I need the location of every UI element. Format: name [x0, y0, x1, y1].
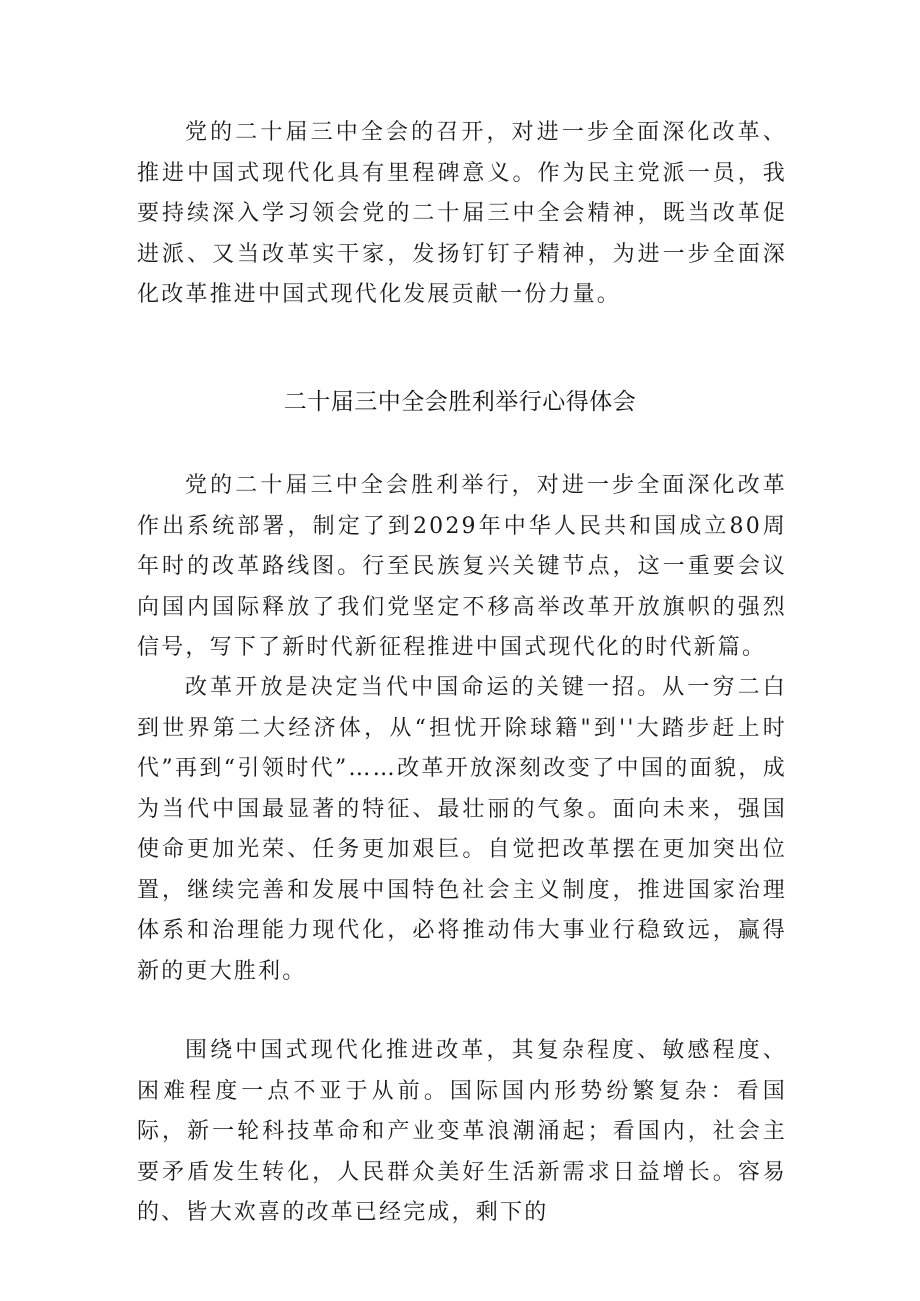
body-paragraph-2: 改革开放是决定当代中国命运的关键一招。从一穷二白到世界第二大经济体，从“担忧开除球籍"到''大踏步赶上时代”再到“引领时代”……改革开放深刻改变了中国的面貌，成为当代中国最显著的特征、最壮丽的气象。面向未来，强国使命更加光荣、任务更加艰巨。自觉把改革摆在更加突出位置，继续完善和发展中国特色社会主义制度，推进国家治理体系和治理能力现代化，必将推动伟大事业行稳致远，赢得新的更大胜利。: [137, 675, 787, 984]
section-title: 二十届三中全会胜利举行心得体会: [283, 389, 637, 415]
body-paragraph-1: 党的二十届三中全会胜利举行，对进一步全面深化改革作出系统部署，制定了到2029年中华人民共和国成立80周年时的改革路线图。行至民族复兴关键节点，这一重要会议向国内国际释放了我们党坚定不移高举改革开放旗帜的强烈信号，写下了新时代新征程推进中国式现代化的时代新篇。: [137, 473, 787, 660]
body-paragraph-3: 围绕中国式现代化推进改革，其复杂程度、敏感程度、困难程度一点不亚于从前。国际国内形势纷繁复杂：看国际，新一轮科技革命和产业变革浪潮涌起；看国内，社会主要矛盾发生转化，人民群众美好生活新需求日益增长。容易的、皆大欢喜的改革已经完成，剩下的: [137, 1038, 787, 1225]
intro-paragraph: 党的二十届三中全会的召开，对进一步全面深化改革、推进中国式现代化具有里程碑意义。作为民主党派一员，我要持续深入学习领会党的二十届三中全会精神，既当改革促进派、又当改革实干家，发扬钉钉子精神，为进一步全面深化改革推进中国式现代化发展贡献一份力量。: [137, 120, 787, 307]
